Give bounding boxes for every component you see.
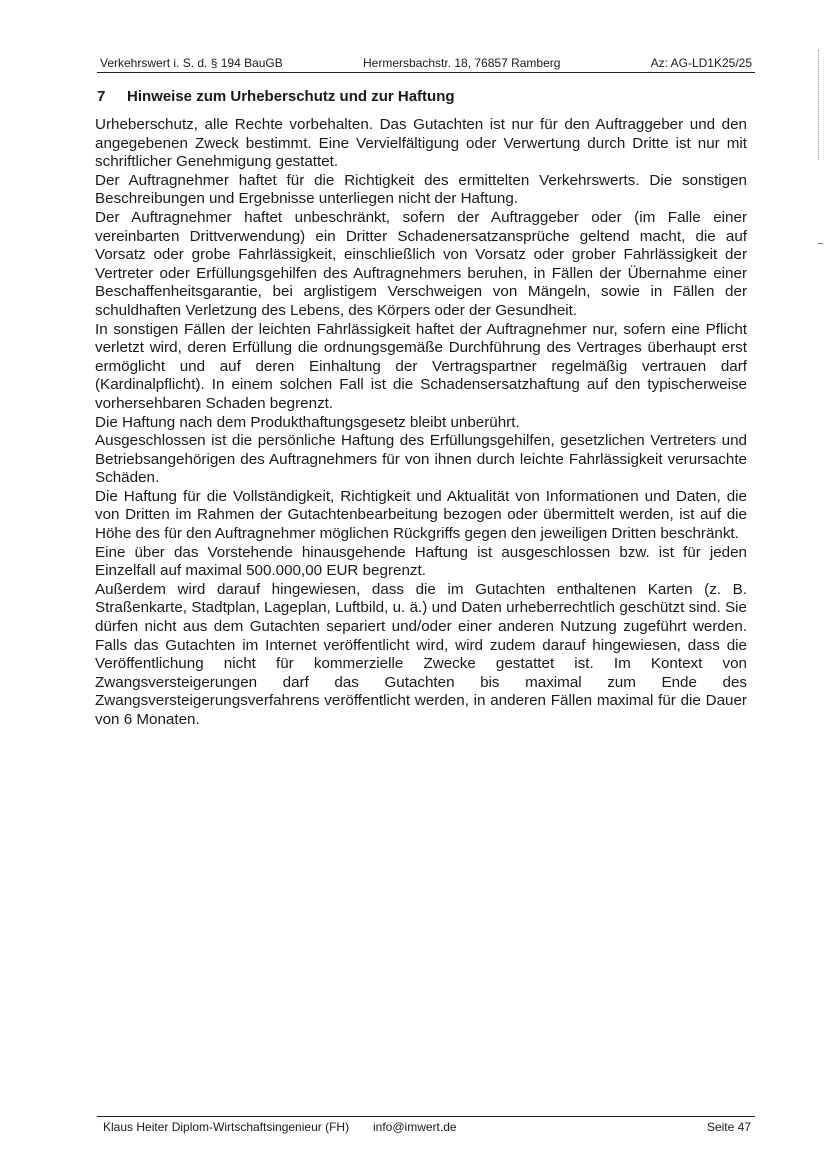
paragraph: In sonstigen Fällen der leichten Fahrlässigkeit haftet der Auftragnehmer nur, sofern eine Pflicht verletzt wird, deren Erfüllung die ordnungsgemäße Durchführung des Vertrages überhaupt erst ermöglicht und auf deren Einhaltung der Vertragspartner regelmäßig vertrauen darf (Kardinalpflicht). In einem solchen Fall ist die Schadensersatzhaftung auf den typischerweise vorhersehbaren Schaden begrenzt. bbox=[95, 320, 747, 412]
footer-author: Klaus Heiter Diplom-Wirtschaftsingenieur (FH) bbox=[103, 1120, 350, 1134]
paragraph: Die Haftung für die Vollständigkeit, Richtigkeit und Aktualität von Informationen und Daten, die von Dritten im Rahmen der Gutachtenbearbeitung bezogen oder übermittelt werden, ist auf die Höhe des für den Auftragnehmer möglichen Rückgriffs gegen den jeweiligen Dritten beschränkt. bbox=[95, 487, 747, 543]
header-reference: Az: AG-LD1K25/25 bbox=[650, 56, 752, 70]
paragraph: Die Haftung nach dem Produkthaftungsgesetz bleibt unberührt. bbox=[95, 413, 520, 431]
footer-page-number: Seite 47 bbox=[706, 1120, 751, 1134]
scan-margin-tick bbox=[818, 243, 823, 244]
header-left-text: Verkehrswert i. S. d. § 194 BauGB bbox=[100, 56, 283, 70]
section-number: 7 bbox=[97, 88, 106, 105]
paragraph: Urheberschutz, alle Rechte vorbehalten. Das Gutachten ist nur für den Auftraggeber und den angegebenen Zweck bestimmt. Eine Vervielfältigung oder Verwertung durch Dritte ist nur mit schriftlicher Genehmigung gestattet. bbox=[95, 116, 747, 171]
paragraph: Außerdem wird darauf hingewiesen, dass die im Gutachten enthaltenen Karten (z. B. Straßenkarte, Stadtplan, Lageplan, Luftbild, u. ä.) und Daten urheberrechtlich geschützt sind. Sie dürfen nicht aus dem Gutachten separiert und/oder einer anderen Nutzung zugeführt werden. Falls das Gutachten im Internet veröffentlicht wird, wird zudem darauf hingewiesen, dass die Veröffentlichung nicht für kommerzielle Zwecke gestattet ist. Im Kontext von Zwangsversteigerungen darf das Gutachten bis maximal zum Ende des Zwangsversteigerungsverfahrens veröffentlicht werden, in anderen Fällen maximal für die Dauer von 6 Monaten. bbox=[95, 580, 747, 728]
page-footer bbox=[97, 1116, 755, 1135]
section-title: Hinweise zum Urheberschutz und zur Haftung bbox=[127, 88, 455, 105]
paragraph: Ausgeschlossen ist die persönliche Haftung des Erfüllungsgehilfen, gesetzlichen Vertreters und Betriebsangehörigen des Auftragnehmers für von ihnen durch leichte Fahrlässigkeit verursachte Schäden. bbox=[95, 432, 747, 487]
header-address: Hermersbachstr. 18, 76857 Ramberg bbox=[363, 56, 561, 70]
page-header bbox=[97, 56, 755, 73]
paragraph: Eine über das Vorstehende hinausgehende Haftung ist ausgeschlossen bzw. ist für jeden Einzelfall auf maximal 500.000,00 EUR begrenzt. bbox=[95, 543, 747, 580]
paragraph: Der Auftragnehmer haftet für die Richtigkeit des ermittelten Verkehrswerts. Die sonstigen Beschreibungen und Ergebnisse unterliegen nicht der Haftung. bbox=[95, 171, 747, 208]
body-text bbox=[95, 116, 747, 730]
scan-margin-marks bbox=[818, 50, 821, 160]
footer-email: info@imwert.de bbox=[373, 1120, 457, 1134]
section-heading bbox=[97, 88, 455, 106]
paragraph: Der Auftragnehmer haftet unbeschränkt, sofern der Auftraggeber oder (im Falle einer vereinbarten Drittverwendung) ein Dritter Schadenersatzansprüche geltend macht, die auf Vorsatz oder grobe Fahrlässigkeit, einschließlich von Vorsatz oder grober Fahrlässigkeit der Vertreter oder Erfüllungsgehilfen des Auftragnehmers beruhen, in Fällen der Übernahme einer Beschaffenheitsgarantie, bei arglistigem Verschweigen von Mängeln, sowie in Fällen der schuldhaften Verletzung des Lebens, des Körpers oder der Gesundheit. bbox=[95, 208, 747, 319]
